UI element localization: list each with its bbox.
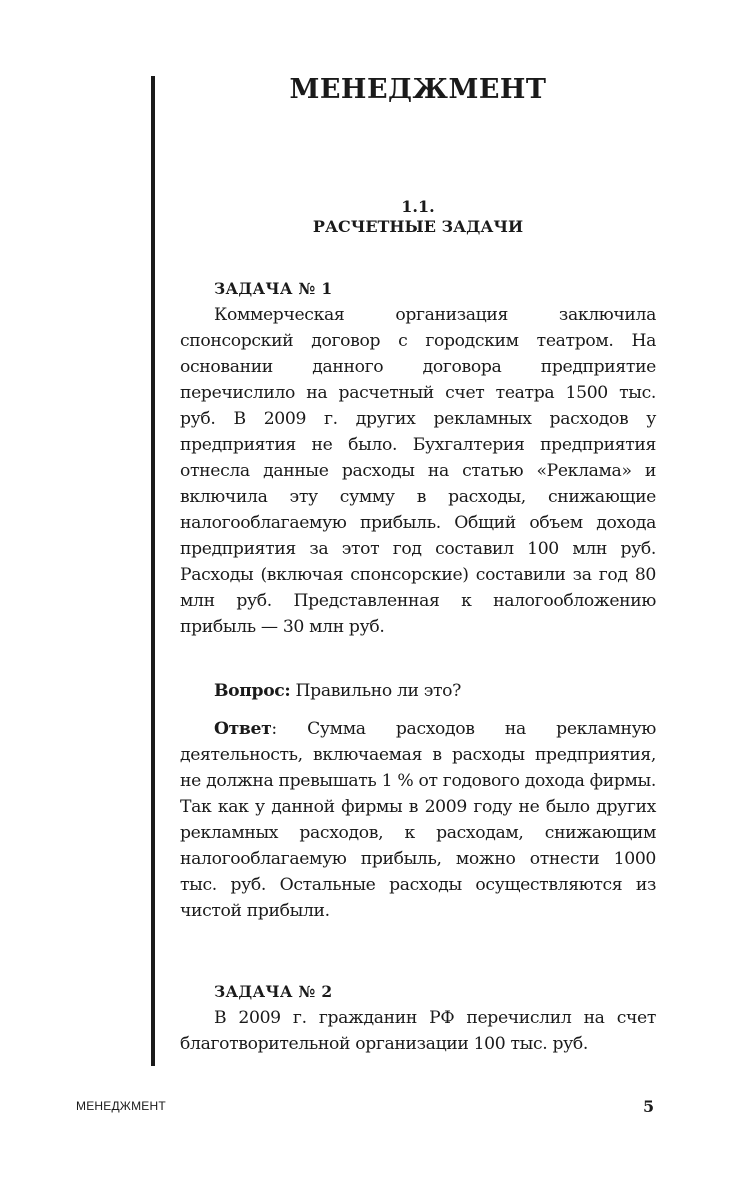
chapter-title: МЕНЕДЖМЕНТ: [289, 74, 547, 105]
answer-text: : Сумма расходов на рекламную деятельность, включаемая в расходы предприятия, не должна превышать 1 % от годового дохода фирмы. Так как у данной фирмы в 2009 году не было других рекламных расходов, к расходам, снижающим налогооблагаемую прибыль, можно отнести 1000 тыс. руб. Остальные расходы осуществляются из чистой прибыли.: [180, 719, 656, 921]
task-1: [180, 276, 656, 640]
question-text: Правильно ли это?: [290, 681, 462, 701]
task-2-heading: ЗАДАЧА № 2: [214, 982, 333, 1001]
running-head: МЕНЕДЖМЕНТ: [76, 1099, 166, 1113]
vertical-rule: [151, 76, 155, 1066]
task-2-text: В 2009 г. гражданин РФ перечислил на счет благотворительной организации 100 тыс. руб.: [180, 1008, 656, 1054]
page-content: [180, 70, 656, 1054]
question-label: Вопрос:: [214, 681, 291, 701]
question-paragraph: [180, 678, 656, 704]
task-2: [180, 979, 656, 1057]
section-title: РАСЧЕТНЫЕ ЗАДАЧИ: [312, 217, 524, 236]
section-number: 1.1.: [401, 197, 435, 216]
task-1-heading: ЗАДАЧА № 1: [214, 279, 333, 298]
answer-paragraph: [180, 716, 656, 924]
answer-label: Ответ: [214, 719, 272, 739]
task-1-answer: [180, 716, 656, 924]
task-1-text: Коммерческая организация заключила спонсорский договор с городским театром. На основании данного договора предприятие перечислило на расчетный счет театра 1500 тыс. руб. В 2009 г. других рекламных расходов у предприятия не было. Бухгалтерия предприятия отнесла данные расходы на статью «Реклама» и включила эту сумму в расходы, снижающие налогооблагаемую прибыль. Общий объем дохода предприятия за этот год составил 100 млн руб. Расходы (включая спонсорские) составили за год 80 млн руб. Представленная к налогообложению прибыль — 30 млн руб.: [180, 305, 656, 637]
task-1-question: [180, 678, 656, 704]
page-number: 5: [643, 1097, 655, 1116]
